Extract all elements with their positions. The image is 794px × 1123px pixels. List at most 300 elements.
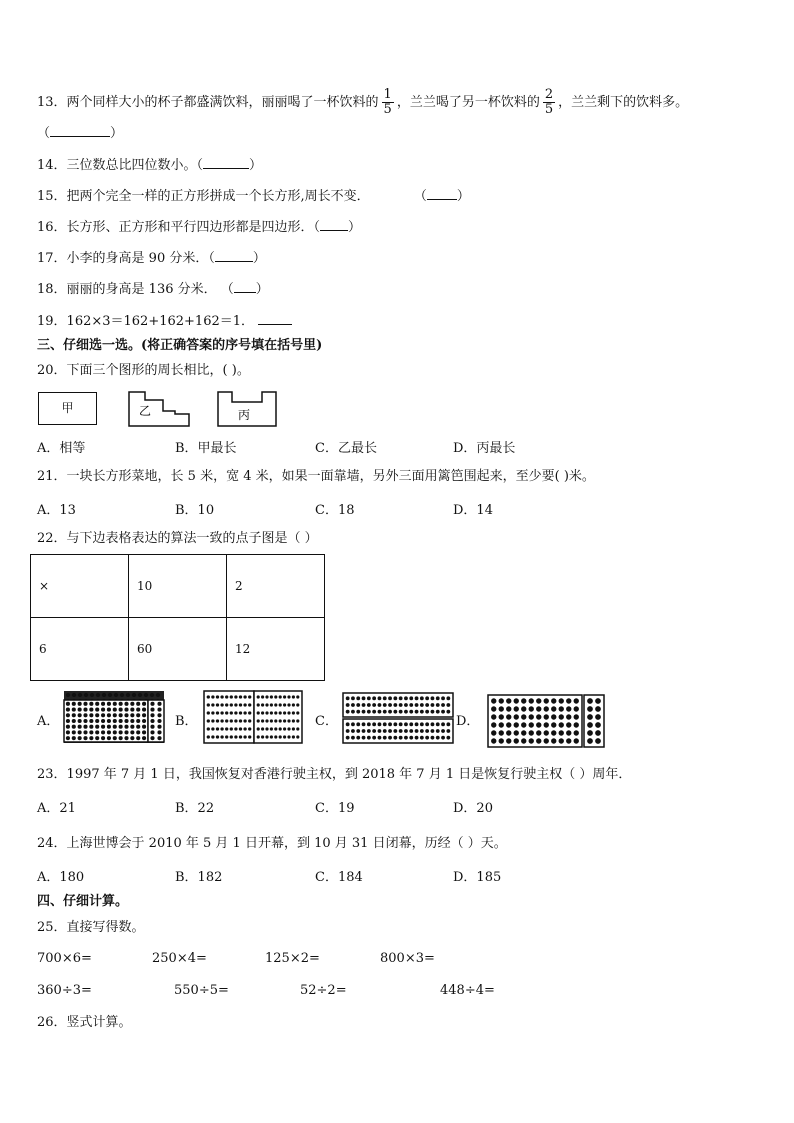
q21-option-c[interactable]: C．18 (315, 503, 355, 518)
dot (78, 736, 82, 740)
dot (72, 702, 76, 706)
dot (287, 727, 290, 730)
dot (220, 735, 223, 738)
dot (130, 719, 134, 723)
dot-group-frame (254, 691, 302, 743)
paren-close: ） (249, 158, 263, 173)
dot (243, 735, 246, 738)
dot (536, 738, 541, 743)
dot (544, 738, 549, 743)
dot (230, 735, 233, 738)
dot (261, 703, 264, 706)
dot (431, 736, 435, 740)
answer-blank[interactable] (427, 187, 457, 200)
dot (113, 719, 117, 723)
question-23: 23．1997 年 7 月 1 日，我国恢复对香港行驶主权，到 2018 年 7 月 1 日是恢复行驶主权（ ）周年． (37, 767, 632, 782)
dot (404, 696, 408, 700)
fraction-two-fifths (543, 88, 555, 117)
q21-option-a[interactable]: A．13 (37, 503, 76, 518)
dot (287, 703, 290, 706)
dot (287, 719, 290, 722)
dot (356, 736, 360, 740)
q13-text-mid: ，兰兰喝了另一杯饮料的 (396, 95, 540, 110)
dot (95, 702, 99, 706)
dot (296, 727, 299, 730)
dot (113, 730, 117, 734)
q17-text: 17．小李的身高是 90 分米．（ (37, 251, 215, 266)
question-25: 25．直接写得数。 (37, 920, 145, 935)
q15-text: 15．把两个完全一样的正方形拼成一个长方形,周长不变． (37, 189, 370, 204)
dot (207, 703, 210, 706)
dot (446, 696, 450, 700)
dot (559, 738, 564, 743)
dot (144, 693, 148, 697)
dot (243, 711, 246, 714)
dot (362, 710, 366, 714)
dot (551, 722, 556, 727)
dot (119, 736, 123, 740)
dot (83, 713, 87, 717)
dot (372, 696, 376, 700)
dot (107, 725, 111, 729)
dot (420, 696, 424, 700)
dot (514, 722, 519, 727)
fraction-denominator: 5 (544, 102, 554, 117)
dot (101, 713, 105, 717)
calc-item: 52÷2= (300, 983, 347, 998)
dot (393, 703, 397, 707)
dot (225, 719, 228, 722)
dot-diagram-c[interactable] (342, 692, 454, 744)
dot (587, 722, 593, 728)
table-cell: × (31, 555, 129, 618)
dot (536, 730, 541, 735)
q22-option-d[interactable]: D． (456, 714, 480, 729)
question-18 (37, 280, 269, 299)
dot (234, 719, 237, 722)
dot (436, 729, 440, 733)
table-cell: 6 (31, 618, 129, 681)
dot (220, 695, 223, 698)
question-13 (37, 88, 688, 117)
dot (230, 703, 233, 706)
dot (536, 722, 541, 727)
dot (216, 735, 219, 738)
dot (296, 695, 299, 698)
dot (230, 695, 233, 698)
dot (211, 711, 214, 714)
dot (393, 736, 397, 740)
dot (261, 735, 264, 738)
dot (150, 702, 154, 706)
dot (124, 719, 128, 723)
dot (95, 736, 99, 740)
dot (84, 693, 88, 697)
dot (150, 708, 154, 712)
q20-option-a[interactable]: A．相等 (37, 441, 86, 456)
answer-blank[interactable] (234, 280, 256, 293)
section-4-heading: 四、仔细计算。 (37, 894, 129, 909)
dot (66, 730, 70, 734)
table-row (31, 555, 325, 618)
dot (356, 703, 360, 707)
dot (415, 703, 419, 707)
dot (142, 719, 146, 723)
dot (83, 702, 87, 706)
answer-blank[interactable] (320, 218, 348, 231)
q24-option-c[interactable]: C．184 (315, 870, 363, 885)
answer-blank[interactable] (203, 156, 249, 169)
q18-text: 18．丽丽的身高是 136 分米． （ (37, 282, 234, 297)
dot (544, 730, 549, 735)
multiplication-table (30, 554, 325, 681)
dot (574, 722, 579, 727)
dot (142, 702, 146, 706)
dot (409, 722, 413, 726)
dot (136, 725, 140, 729)
q24-option-d[interactable]: D．185 (453, 870, 502, 885)
dot (130, 713, 134, 717)
dot (270, 703, 273, 706)
dot (207, 735, 210, 738)
dot (404, 729, 408, 733)
dot (220, 711, 223, 714)
dot-diagram-d[interactable] (487, 694, 605, 748)
dot (130, 730, 134, 734)
dot (372, 729, 376, 733)
q20-option-d[interactable]: D．丙最长 (453, 441, 516, 456)
shape-label: 丙 (238, 408, 251, 422)
dot (207, 719, 210, 722)
q21-option-b[interactable]: B．10 (175, 503, 215, 518)
q13-answer-blank[interactable] (37, 124, 123, 143)
dot (351, 729, 355, 733)
q22-option-a[interactable]: A． (37, 714, 60, 729)
q20-option-b[interactable]: B．甲最长 (175, 441, 237, 456)
dot (270, 695, 273, 698)
dot-group-frame (204, 691, 254, 743)
q14-text: 14．三位数总比四位数小。（ (37, 158, 204, 173)
dot (66, 719, 70, 723)
question-16 (37, 218, 361, 237)
dot (265, 703, 268, 706)
dot (130, 708, 134, 712)
dot (431, 722, 435, 726)
dot (279, 703, 282, 706)
dot (279, 711, 282, 714)
dot (107, 708, 111, 712)
dot (521, 698, 526, 703)
dot (362, 736, 366, 740)
dot (378, 703, 382, 707)
dot (124, 713, 128, 717)
dot (514, 706, 519, 711)
dot (491, 722, 496, 727)
dot (367, 696, 371, 700)
dot (113, 713, 117, 717)
paren-close: ） (348, 220, 362, 235)
dot (356, 729, 360, 733)
q23-option-c[interactable]: C．19 (315, 801, 355, 816)
dot (150, 725, 154, 729)
dot (120, 693, 124, 697)
fraction-numerator: 2 (544, 87, 554, 102)
q22-option-b[interactable]: B． (175, 714, 198, 729)
dot (514, 738, 519, 743)
dot (119, 708, 123, 712)
dot (211, 703, 214, 706)
dot (66, 702, 70, 706)
q22-option-c[interactable]: C． (315, 714, 338, 729)
dot (388, 710, 392, 714)
dot (587, 714, 593, 720)
dot (566, 706, 571, 711)
dot-group-frame (64, 700, 148, 742)
dot (383, 736, 387, 740)
dot (150, 693, 154, 697)
dot (72, 719, 76, 723)
dot (132, 693, 136, 697)
dot (351, 736, 355, 740)
dot (257, 719, 260, 722)
dot (420, 722, 424, 726)
dot (230, 719, 233, 722)
calc-item: 550÷5= (174, 983, 229, 998)
dot (529, 730, 534, 735)
dot (157, 736, 161, 740)
dot (574, 714, 579, 719)
dot (126, 693, 130, 697)
dot (296, 711, 299, 714)
dot (257, 735, 260, 738)
dot (292, 727, 295, 730)
dot (89, 725, 93, 729)
dot (521, 722, 526, 727)
dot (441, 710, 445, 714)
dot (367, 736, 371, 740)
dot (551, 738, 556, 743)
dot (96, 693, 100, 697)
dot (225, 695, 228, 698)
dot (415, 729, 419, 733)
dot (136, 708, 140, 712)
dot (248, 703, 251, 706)
dot (372, 710, 376, 714)
dot (83, 708, 87, 712)
dot (66, 708, 70, 712)
dot (142, 725, 146, 729)
dot (506, 730, 511, 735)
shape-bing (216, 390, 278, 428)
dot (544, 714, 549, 719)
dot (216, 695, 219, 698)
dot (78, 719, 82, 723)
q19-text: 19．162×3＝162+162+162＝1． (37, 314, 255, 329)
dot (142, 708, 146, 712)
dot (367, 710, 371, 714)
dot (388, 729, 392, 733)
dot (431, 710, 435, 714)
dot (124, 736, 128, 740)
dot (346, 736, 350, 740)
dot (393, 729, 397, 733)
dot (296, 703, 299, 706)
dot (420, 736, 424, 740)
dot (113, 708, 117, 712)
table-row (31, 618, 325, 681)
dot (83, 725, 87, 729)
dot (234, 735, 237, 738)
dot (211, 727, 214, 730)
dot (101, 730, 105, 734)
dot (441, 722, 445, 726)
dot (279, 735, 282, 738)
dot (150, 730, 154, 734)
question-19 (37, 312, 292, 331)
dot (378, 736, 382, 740)
dot (425, 703, 429, 707)
q23-option-a[interactable]: A．21 (37, 801, 76, 816)
dot (362, 703, 366, 707)
dot (239, 695, 242, 698)
dot (108, 693, 112, 697)
dot (420, 729, 424, 733)
dot (283, 711, 286, 714)
dot (425, 736, 429, 740)
dot (415, 722, 419, 726)
dot (595, 722, 601, 728)
dot (83, 730, 87, 734)
dot (243, 727, 246, 730)
dot (431, 729, 435, 733)
dot (124, 730, 128, 734)
dot (124, 708, 128, 712)
q21-option-d[interactable]: D．14 (453, 503, 493, 518)
dot (101, 736, 105, 740)
dot (399, 722, 403, 726)
q23-option-d[interactable]: D．20 (453, 801, 493, 816)
dot (150, 719, 154, 723)
table-cell: 60 (129, 618, 227, 681)
dot (431, 696, 435, 700)
dot (89, 736, 93, 740)
dot-diagram-a[interactable] (63, 690, 165, 744)
dot (113, 736, 117, 740)
q20-option-c[interactable]: C．乙最长 (315, 441, 377, 456)
dot (107, 702, 111, 706)
dot (90, 693, 94, 697)
q16-text: 16．长方形、正方形和平行四边形都是四边形．（ (37, 220, 321, 235)
dot (559, 714, 564, 719)
dot (587, 706, 593, 712)
dot (499, 706, 504, 711)
dot (283, 727, 286, 730)
dot (78, 730, 82, 734)
dot (551, 698, 556, 703)
dot (261, 695, 264, 698)
dot (446, 736, 450, 740)
q23-option-b[interactable]: B．22 (175, 801, 215, 816)
dot (89, 702, 93, 706)
dot (404, 736, 408, 740)
dot (113, 725, 117, 729)
dot (257, 695, 260, 698)
paren-close: ） (255, 282, 269, 297)
dot (383, 722, 387, 726)
dot (559, 722, 564, 727)
dot-group-frame (584, 695, 604, 747)
shape-label: 甲 (61, 401, 74, 415)
dot (261, 719, 264, 722)
dot (113, 702, 117, 706)
dot (595, 730, 601, 736)
dot (536, 698, 541, 703)
dot (207, 727, 210, 730)
answer-blank[interactable] (258, 312, 292, 325)
dot (243, 719, 246, 722)
dot (529, 738, 534, 743)
dot (446, 722, 450, 726)
dot (95, 708, 99, 712)
dot (367, 729, 371, 733)
dot-diagram-b[interactable] (203, 690, 303, 744)
dot (551, 730, 556, 735)
dot (234, 703, 237, 706)
dot (83, 736, 87, 740)
q24-option-b[interactable]: B．182 (175, 870, 223, 885)
dot (529, 722, 534, 727)
dot (211, 735, 214, 738)
question-24: 24．上海世博会于 2010 年 5 月 1 日开幕，到 10 月 31 日闭幕，历经（ ）天。 (37, 836, 507, 851)
dot (587, 730, 593, 736)
table-cell: 10 (129, 555, 227, 618)
q24-option-a[interactable]: A．180 (37, 870, 85, 885)
fraction-denominator: 5 (383, 102, 392, 117)
calc-item: 125×2= (265, 951, 320, 966)
question-17 (37, 249, 266, 268)
dot (521, 738, 526, 743)
dot (372, 736, 376, 740)
dot (356, 710, 360, 714)
shape-yi (127, 390, 191, 428)
dot (292, 711, 295, 714)
dot (124, 702, 128, 706)
dot (393, 710, 397, 714)
dot (248, 711, 251, 714)
dot (491, 714, 496, 719)
dot (239, 719, 242, 722)
dot (265, 735, 268, 738)
dot (506, 714, 511, 719)
dot (499, 698, 504, 703)
answer-blank[interactable] (50, 124, 110, 137)
dot (239, 735, 242, 738)
dot (491, 738, 496, 743)
dot (393, 722, 397, 726)
paren-close: ） (252, 251, 266, 266)
dot (274, 735, 277, 738)
answer-blank[interactable] (215, 249, 253, 262)
dot (514, 698, 519, 703)
dot (78, 693, 82, 697)
dot (415, 736, 419, 740)
dot (136, 713, 140, 717)
dot (66, 713, 70, 717)
dot (425, 722, 429, 726)
dot (506, 722, 511, 727)
dot (119, 730, 123, 734)
dot (124, 725, 128, 729)
